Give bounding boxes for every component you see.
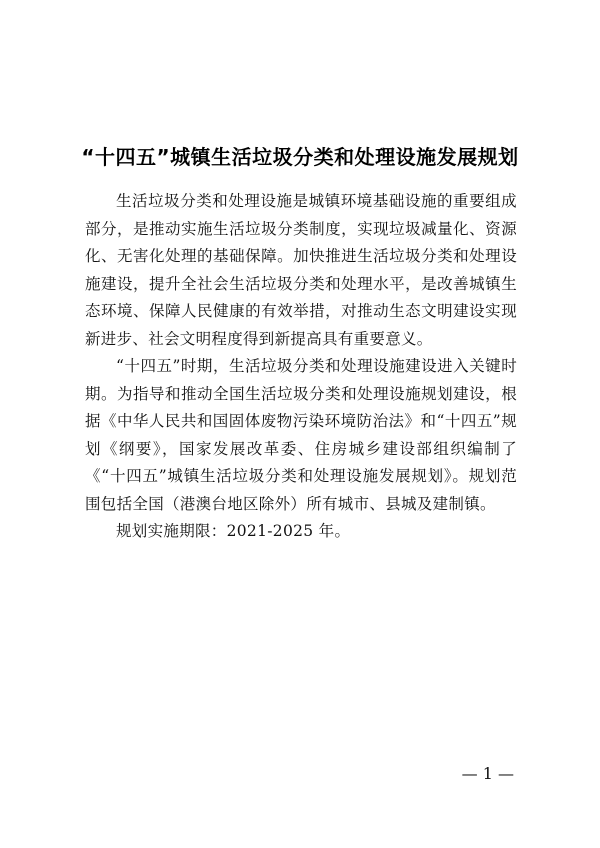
paragraph-period: 规划实施期限：2021-2025 年。 [116,522,351,540]
document-body [85,188,517,546]
page-number: — 1 — [461,764,514,783]
paragraph-intro: 生活垃圾分类和处理设施是城镇环境基础设施的重要组成部分，是推动实施生活垃圾分类制度，实现垃圾减量化、资源化、无害化处理的基础保障。加快推进生活垃圾分类和处理设施建设，提升全社会生活垃圾分类和处理水平，是改善城镇生态环境、保障人民健康的有效举措，对推动生态文明建设实现新进步、社会文明程度得到新提高具有重要意义。 [85,192,517,348]
paragraph-background: “十四五”时期，生活垃圾分类和处理设施建设进入关键时期。为指导和推动全国生活垃圾分类和处理设施规划建设，根据《中华人民共和国固体废物污染环境防治法》和“十四五”规划《纲要》，国家发展改革委、住房城乡建设部组织编制了《“十四五”城镇生活垃圾分类和处理设施发展规划》。规划范围包括全国（港澳台地区除外）所有城市、县城及建制镇。 [85,357,517,513]
page-title: “十四五”城镇生活垃圾分类和处理设施发展规划 [81,145,519,170]
